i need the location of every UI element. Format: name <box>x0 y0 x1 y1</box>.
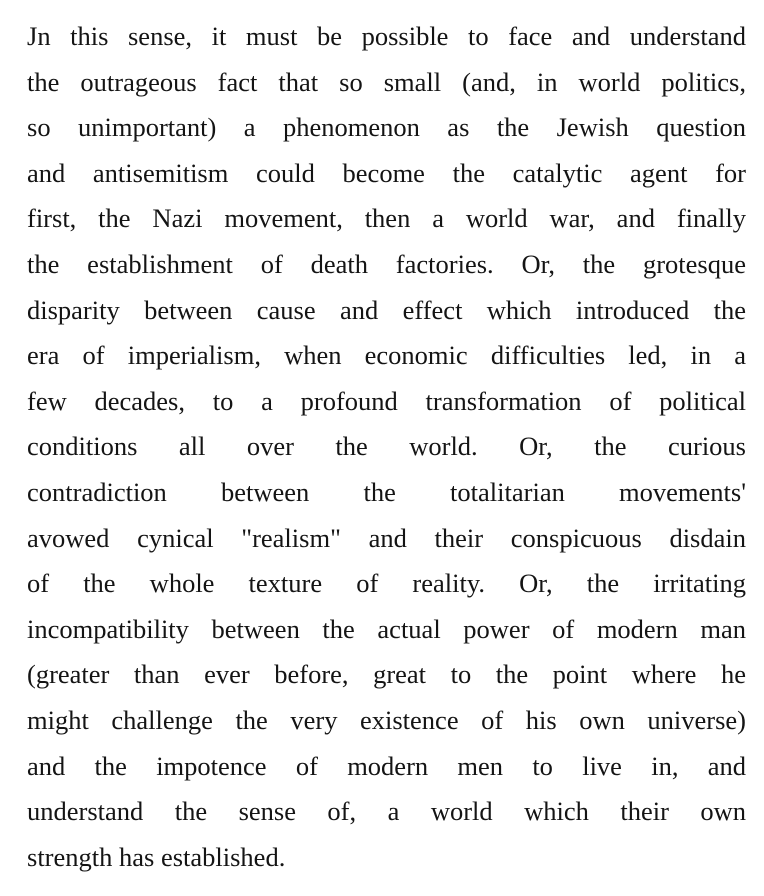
paragraph-line-13: of the whole texture of reality. Or, the irritating <box>27 568 746 599</box>
paragraph-line-12: avowed cynical "realism" and their conspicuous disdain <box>27 522 746 553</box>
paragraph-line-2: the outrageous fact that so small (and, in world politics, <box>27 66 746 97</box>
paragraph-line-1: Jn this sense, it must be possible to face and understand <box>27 21 746 51</box>
paragraph-line-7: disparity between cause and effect which introduced the <box>27 294 746 325</box>
paragraph-line-11: contradiction between the totalitarian movements' <box>27 476 746 507</box>
paragraph-line-18: understand the sense of, a world which their own <box>27 796 746 827</box>
paragraph-line-14: incompatibility between the actual power of modern man <box>27 613 746 644</box>
paragraph-line-9: few decades, to a profound transformation of political <box>27 385 746 416</box>
paragraph-line-17: and the impotence of modern men to live in, and <box>27 750 746 781</box>
paragraph-line-10: conditions all over the world. Or, the curious <box>27 431 746 462</box>
paragraph-line-3: so unimportant) a phenomenon as the Jewish question <box>27 112 746 143</box>
paragraph-line-6: the establishment of death factories. Or, the grotesque <box>27 248 746 279</box>
paragraph-line-8: era of imperialism, when economic difficulties led, in a <box>27 340 746 371</box>
body-paragraph <box>27 14 746 880</box>
paragraph-line-15: (greater than ever before, great to the point where he <box>27 659 746 690</box>
paragraph-line-16: might challenge the very existence of his own universe) <box>27 704 746 735</box>
paragraph-line-4: and antisemitism could become the catalytic agent for <box>27 157 746 188</box>
paragraph-line-5: first, the Nazi movement, then a world war, and finally <box>27 203 746 234</box>
paragraph-line-19: strength has established. <box>27 841 286 872</box>
